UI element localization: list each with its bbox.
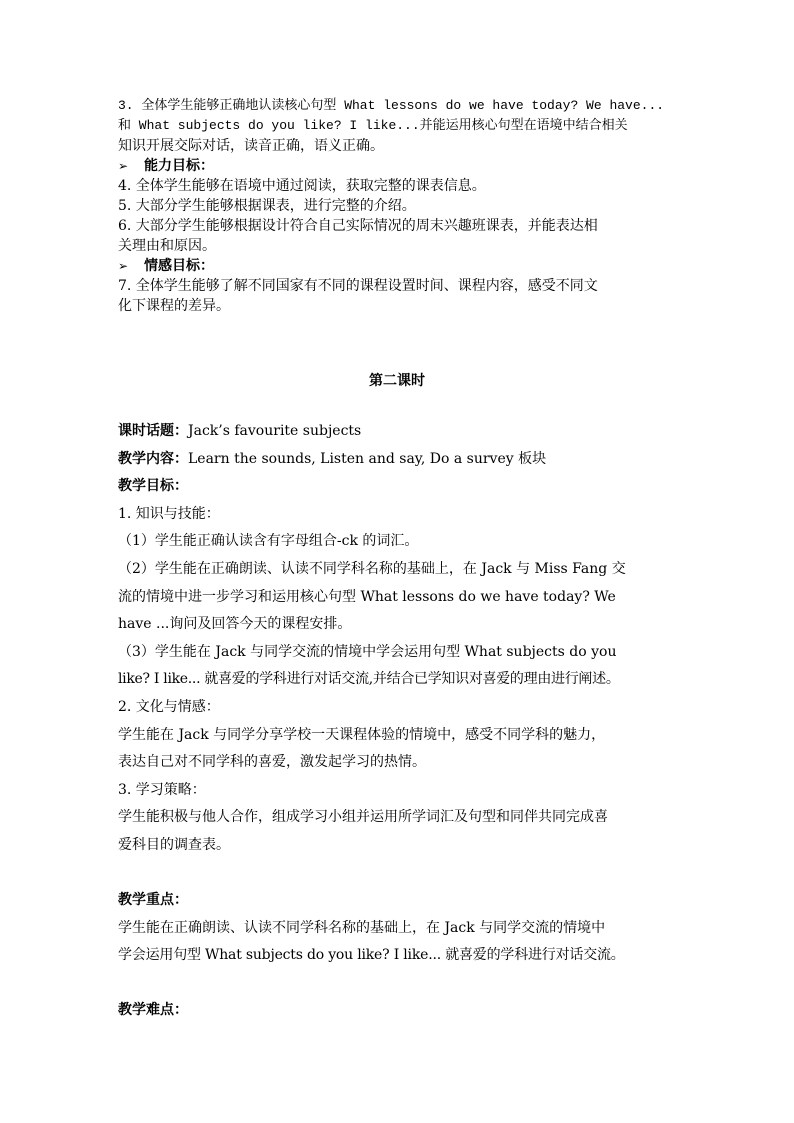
topic-value: Jack’s favourite subjects — [188, 423, 362, 439]
emotion-heading — [118, 256, 678, 276]
content-line — [118, 446, 678, 474]
objective-6-line-1: 6. 大部分学生能够根据设计符合自己实际情况的周末兴趣班课表，并能表达相 — [118, 218, 598, 234]
culture-line-1: 学生能在 Jack 与同学分享学校一天课程体验的情境中，感受不同学科的魅力， — [118, 726, 606, 743]
objective-4: 4. 全体学生能够在语境中通过阅读，获取完整的课表信息。 — [118, 178, 486, 194]
objective-5: 5. 大部分学生能够根据课表，进行完整的介绍。 — [118, 198, 416, 214]
knowledge-item-3-line-2: like? I like... 就喜爱的学科进行对话交流,并结合已学知识对喜爱的理由进行阐述。 — [118, 671, 620, 688]
culture-heading: 2. 文化与情感： — [118, 698, 220, 715]
strategy-line-1: 学生能积极与他人合作，组成学习小组并运用所学词汇及句型和同伴共同完成喜 — [118, 809, 608, 826]
key-points-label: 教学重点： — [118, 892, 188, 909]
knowledge-item-1: （1）学生能正确认读含有字母组合-ck 的词汇。 — [118, 533, 419, 550]
objective-3-line-2: 和 What subjects do you like? I like...并能运用核心句型在语境中结合相关 — [118, 118, 628, 133]
knowledge-heading: 1. 知识与技能： — [118, 505, 220, 522]
content-label: 教学内容： — [118, 450, 188, 467]
objectives-section — [118, 96, 678, 316]
lesson-title: 第二课时 — [369, 373, 425, 389]
knowledge-item-2-line-1: （2）学生能在正确朗读、认读不同学科名称的基础上，在 Jack 与 Miss Fang 交 — [118, 560, 626, 577]
knowledge-item-2-line-2: 流的情境中进一步学习和运用核心句型 What lessons do we have today? We — [118, 588, 616, 605]
culture-line-2: 表达自己对不同学科的喜爱，激发起学习的热情。 — [118, 754, 426, 771]
spacer — [118, 970, 678, 998]
knowledge-item-2-line-3: have ...询问及回答今天的课程安排。 — [118, 616, 352, 633]
strategy-line-2: 爱科目的调查表。 — [118, 836, 230, 853]
arrow-bullet-icon: ➢ — [118, 159, 129, 173]
spacer — [118, 860, 678, 888]
objective-7-line-2: 化下课程的差异。 — [118, 298, 230, 314]
objective-6-line-2: 关理由和原因。 — [118, 238, 216, 254]
ability-heading-text: 能力目标： — [144, 158, 214, 174]
objective-3-line-1: 3. 全体学生能够正确地认读核心句型 What lessons do we have today? We have... — [118, 98, 665, 113]
knowledge-item-3-line-1: （3）学生能在 Jack 与同学交流的情境中学会运用句型 What subjects do you — [118, 643, 617, 660]
content-value: Learn the sounds, Listen and say, Do a survey 板块 — [188, 450, 547, 467]
topic-line — [118, 418, 678, 446]
key-points-line-1: 学生能在正确朗读、认读不同学科名称的基础上，在 Jack 与同学交流的情境中 — [118, 919, 606, 936]
objective-7-line-1: 7. 全体学生能够了解不同国家有不同的课程设置时间、课程内容，感受不同文 — [118, 278, 598, 294]
key-points-line-2: 学会运用句型 What subjects do you like? I like... 就喜爱的学科进行对话交流。 — [118, 947, 625, 964]
objective-3-line-3: 知识开展交际对话，读音正确，语义正确。 — [118, 138, 384, 154]
difficult-points-label: 教学难点： — [118, 1002, 188, 1019]
strategy-heading: 3. 学习策略： — [118, 781, 206, 798]
goals-label: 教学目标： — [118, 478, 188, 495]
emotion-heading-text: 情感目标： — [144, 258, 214, 274]
arrow-bullet-icon: ➢ — [118, 259, 129, 273]
lesson-section — [118, 418, 678, 1025]
topic-label: 课时话题： — [118, 423, 188, 439]
ability-heading — [118, 156, 678, 176]
